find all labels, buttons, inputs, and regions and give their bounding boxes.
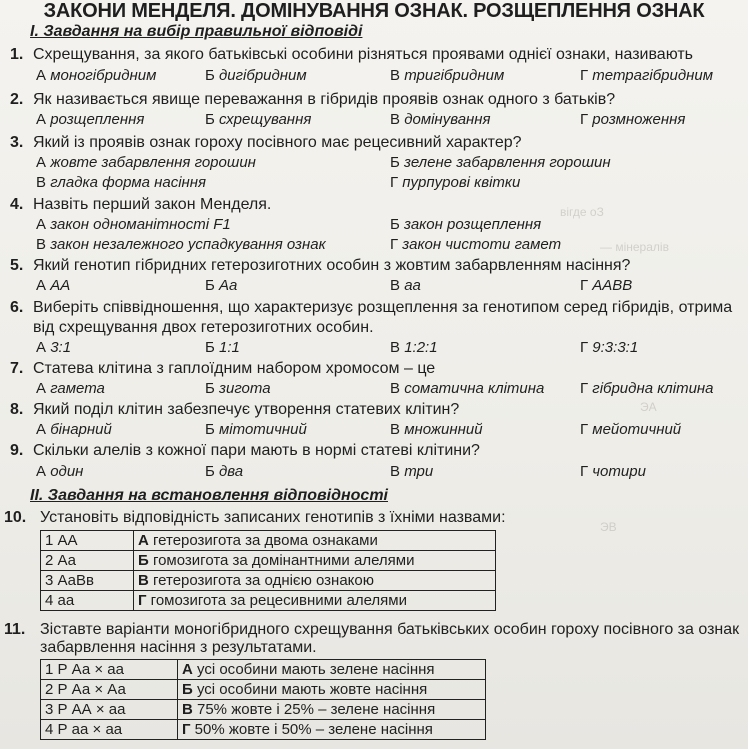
answer-text: гамета <box>50 380 105 397</box>
answer-option[interactable] <box>390 110 491 130</box>
answer-letter: А <box>36 67 51 84</box>
answer-option[interactable] <box>390 235 561 255</box>
question-text: Як називається явище переважання в гібридів проявів ознак одного з батьків? <box>33 91 616 108</box>
answer-option[interactable] <box>36 235 326 255</box>
genotype-cell: 1 Р Аа × аа <box>41 660 178 680</box>
question-text-continued: забарвлення насіння з результатами. <box>40 639 317 656</box>
answer-option[interactable] <box>390 276 421 296</box>
description-cell <box>178 680 486 700</box>
answer-text: бінарний <box>50 421 112 438</box>
answer-text: гібридна клітина <box>592 380 714 397</box>
question-number: 1. <box>10 46 24 63</box>
answer-text: 1:2:1 <box>404 339 438 356</box>
answer-letter: Б <box>390 216 405 233</box>
description-cell <box>134 591 496 611</box>
option-text: 50% жовте і 50% – зелене насіння <box>194 721 433 738</box>
answer-text: три <box>404 463 434 480</box>
option-letter: Г <box>138 592 151 609</box>
option-text: гомозигота за рецесивними алелями <box>150 592 407 609</box>
answer-text: мейотичний <box>592 421 682 438</box>
genotype-cell: 1 АА <box>41 531 134 551</box>
answer-option[interactable] <box>205 338 240 358</box>
answer-letter: В <box>390 380 405 397</box>
question-text: Схрещування, за якого батьківські особини різняться проявами однієї ознаки, називають <box>33 46 693 63</box>
answer-letter: В <box>36 236 51 253</box>
answer-text: АА <box>50 277 71 294</box>
answer-letter: А <box>36 111 51 128</box>
question-text: Виберіть співвідношення, що характеризує розщеплення за генотипом серед гібридів, отрима <box>33 299 733 316</box>
question-number: 4. <box>10 196 24 213</box>
answer-option[interactable] <box>36 338 71 358</box>
answer-letter: В <box>390 111 405 128</box>
question-text: Статева клітина з гаплоїдним набором хромосом – це <box>33 360 436 377</box>
answer-option[interactable] <box>205 66 307 86</box>
answer-letter: Г <box>580 339 593 356</box>
option-text: 75% жовте і 25% – зелене насіння <box>197 701 436 718</box>
section-2-heading: ІІ. Завдання на встановлення відповідності <box>30 487 388 504</box>
answer-text: пурпурові квітки <box>402 174 521 191</box>
question-text: Установіть відповідність записаних генотипів з їхніми назвами: <box>40 509 506 526</box>
description-cell <box>178 700 486 720</box>
genotype-cell: 4 Р аа × аа <box>41 720 178 740</box>
answer-option[interactable] <box>36 173 206 193</box>
answer-letter: Г <box>580 67 593 84</box>
answer-text: моногібридним <box>50 67 157 84</box>
option-letter: Б <box>182 681 197 698</box>
answer-option[interactable] <box>390 153 611 173</box>
question-text: Назвіть перший закон Менделя. <box>33 196 272 213</box>
genotype-cell: 2 Аа <box>41 551 134 571</box>
answer-letter: Б <box>390 154 405 171</box>
question-number: 8. <box>10 401 24 418</box>
answer-letter: В <box>390 463 405 480</box>
answer-letter: Г <box>580 380 593 397</box>
answer-letter: А <box>36 339 51 356</box>
description-cell <box>178 720 486 740</box>
answer-letter: Г <box>390 174 403 191</box>
question-number: 3. <box>10 134 24 151</box>
answer-option[interactable] <box>205 276 237 296</box>
answer-text: розмноження <box>592 111 686 128</box>
answer-text: мітотичний <box>219 421 307 438</box>
answer-text: аа <box>404 277 421 294</box>
answer-option[interactable] <box>390 462 433 482</box>
answer-option[interactable] <box>36 462 83 482</box>
answer-letter: Б <box>205 67 220 84</box>
section-1-heading: І. Завдання на вибір правильної відповіді <box>30 23 363 40</box>
answer-option[interactable] <box>36 153 256 173</box>
table-row <box>41 700 486 720</box>
answer-option[interactable] <box>580 379 714 399</box>
answer-option[interactable] <box>390 379 544 399</box>
answer-text: тетрагібридним <box>592 67 713 84</box>
answer-option[interactable] <box>36 215 231 235</box>
page-title: ЗАКОНИ МЕНДЕЛЯ. ДОМІНУВАННЯ ОЗНАК. РОЗЩЕПЛЕННЯ ОЗНАК <box>43 0 705 22</box>
answer-text: закон розщеплення <box>404 216 542 233</box>
answer-letter: А <box>36 216 51 233</box>
table-row <box>41 571 496 591</box>
answer-option[interactable] <box>390 173 520 193</box>
answer-letter: Б <box>205 111 220 128</box>
answer-text: домінування <box>404 111 491 128</box>
genotype-cell: 2 Р Аа × Аа <box>41 680 178 700</box>
answer-letter: А <box>36 421 51 438</box>
option-text: усі особини мають жовте насіння <box>196 681 428 698</box>
question-text: Який поділ клітин забезпечує утворення статевих клітин? <box>33 401 460 418</box>
answer-text: дигібридним <box>219 67 307 84</box>
answer-letter: А <box>36 277 51 294</box>
answer-text: множинний <box>404 421 483 438</box>
table-row <box>41 680 486 700</box>
answer-letter: А <box>36 154 51 171</box>
question-text: Зіставте варіанти моногібридного схрещування батьківських особин гороху посівного за ознак <box>40 621 740 638</box>
answer-text: Аа <box>219 277 238 294</box>
genotype-cell: 3 АаВв <box>41 571 134 591</box>
description-cell <box>178 660 486 680</box>
answer-option[interactable] <box>36 276 70 296</box>
question-number: 7. <box>10 360 24 377</box>
answer-option[interactable] <box>580 462 646 482</box>
answer-letter: А <box>36 463 51 480</box>
answer-option[interactable] <box>580 66 713 86</box>
option-letter: Б <box>138 552 153 569</box>
answer-text: соматична клітина <box>404 380 545 397</box>
option-text: усі особини мають зелене насіння <box>197 661 435 678</box>
answer-option[interactable] <box>390 338 438 358</box>
answer-option[interactable] <box>205 110 311 130</box>
answer-letter: В <box>390 67 405 84</box>
table-row <box>41 551 496 571</box>
answer-letter: Г <box>580 421 593 438</box>
table-row <box>41 531 496 551</box>
question-number: 6. <box>10 299 24 316</box>
answer-text: зелене забарвлення горошин <box>404 154 611 171</box>
option-text: гетерозигота за однією ознакою <box>153 572 375 589</box>
worksheet-page: вігде оЗ — мінералів ЭА ЭВ ЗАКОНИ МЕНДЕЛЯ. ДОМІНУВАННЯ ОЗНАК. РОЗЩЕПЛЕННЯ ОЗНАК І. Завдання на вибір правильної відповіді 1. Схрещування, за якого батьківські особини різняться проявами однієї ознаки, називають А моногібридним Б дигібридним В тригібридним Г тетрагібридним 2. Як називається явище переважання в гібридів проявів ознак одного з батьків? А розщеплення Б схрещування В домінування Г розмноження 3. Який із проявів ознак гороху посівного має рецесивний характер? А жовте забарвлення горошин Б зелене забарвлення горошин В гладка форма насіння Г пурпурові квітки 4. Назвіть перший закон Менделя. А закон одноманітності F1 Б закон розщеплення В закон незалежного успадкування ознак Г закон чистоти гамет 5. Який генотип гібридних гетерозиготних особин з жовтим забарвленням насіння? А АА Б Аа В аа Г ААВВ 6. Виберіть співвідношення, що характеризує розщеплення за генотипом серед гібридів, отрима від схрещування двох гетерозиготних особин. А 3:1 Б 1:1 В 1:2:1 Г 9:3:3:1 7. Статева клітина з гаплоїдним набором хромосом – це А гамета Б зигота В соматична клітина Г гібридна клітина 8. Який поділ клітин забезпечує утворення статевих клітин? А бінарний Б мітотичний В множинний Г мейотичний 9. Скільки алелів з кожної пари мають в нормі статеві клітини? А один Б два В три Г чотири ІІ. Завдання на встановлення відповідності 10. Установіть відповідність записаних генотипів з їхніми назвами: 1 АА А гетерозигота за двома ознаками 2 Аа Б гомозигота за домінантними алелями 3 АаВв В гетерозигота за однією ознакою 4 аа Г гомозигота за рецесивними алелями 11. Зіставте варіанти моногібридного схрещування батьківських особин гороху посівного за ознак забарвлення насіння з результатами. 1 Р Аа × аа А усі особини мають зелене насіння 2 Р Аа × Аа Б усі особини мають жовте насіння 3 Р АА × аа В 75% жовте і 25% – зелене насіння 4 Р аа × аа Г 50% жовте і 50% – зелене насіння <box>0 0 748 749</box>
description-cell <box>134 551 496 571</box>
answer-letter: Г <box>580 463 593 480</box>
answer-text: схрещування <box>219 111 312 128</box>
question-number: 11. <box>4 621 26 638</box>
question-text-continued: від схрещування двох гетерозиготних особин. <box>33 319 374 336</box>
answer-option[interactable] <box>390 215 541 235</box>
answer-option[interactable] <box>580 276 632 296</box>
answer-letter: Б <box>205 380 220 397</box>
answer-option[interactable] <box>36 420 112 440</box>
answer-letter: Г <box>580 111 593 128</box>
option-letter: В <box>182 701 197 718</box>
answer-letter: Б <box>205 339 220 356</box>
option-letter: Г <box>182 721 195 738</box>
answer-letter: Г <box>390 236 403 253</box>
description-cell <box>134 571 496 591</box>
table-row <box>41 591 496 611</box>
answer-text: гладка форма насіння <box>50 174 207 191</box>
question-text: Який із проявів ознак гороху посівного має рецесивний характер? <box>33 134 522 151</box>
table-row <box>41 660 486 680</box>
matching-table-11 <box>40 659 486 740</box>
answer-option[interactable] <box>390 420 483 440</box>
answer-text: зигота <box>219 380 271 397</box>
answer-letter: Б <box>205 463 220 480</box>
answer-letter: В <box>390 277 405 294</box>
table-row <box>41 720 486 740</box>
answer-letter: Б <box>205 421 220 438</box>
question-number: 2. <box>10 91 24 108</box>
answer-text: 3:1 <box>50 339 72 356</box>
answer-option[interactable] <box>36 66 156 86</box>
option-text: гомозигота за домінантними алелями <box>152 552 415 569</box>
option-letter: А <box>138 532 153 549</box>
answer-option[interactable] <box>36 379 105 399</box>
question-number: 10. <box>4 509 27 526</box>
answer-text: чотири <box>592 463 646 480</box>
answer-option[interactable] <box>580 110 685 130</box>
matching-table-10 <box>40 530 496 611</box>
answer-text: 1:1 <box>219 339 240 356</box>
answer-text: жовте забарвлення горошин <box>50 154 256 171</box>
answer-letter: Г <box>580 277 593 294</box>
genotype-cell: 3 Р АА × аа <box>41 700 178 720</box>
answer-option[interactable] <box>205 462 243 482</box>
question-text: Скільки алелів з кожної пари мають в нормі статеві клітини? <box>33 442 480 459</box>
description-cell <box>134 531 496 551</box>
answer-letter: В <box>390 421 405 438</box>
answer-option[interactable] <box>580 420 681 440</box>
answer-option[interactable] <box>205 379 271 399</box>
answer-text: розщеплення <box>50 111 145 128</box>
question-text: Який генотип гібридних гетерозиготних особин з жовтим забарвленням насіння? <box>33 257 631 274</box>
option-text: гетерозигота за двома ознаками <box>153 532 378 549</box>
question-number: 9. <box>10 442 24 459</box>
genotype-cell: 4 аа <box>41 591 134 611</box>
answer-letter: В <box>36 174 51 191</box>
answer-text: ААВВ <box>592 277 633 294</box>
answer-text: закон незалежного успадкування ознак <box>50 236 326 253</box>
answer-option[interactable] <box>390 66 504 86</box>
answer-letter: А <box>36 380 51 397</box>
answer-text: закон одноманітності F1 <box>50 216 231 233</box>
answer-letter: Б <box>205 277 220 294</box>
answer-text: два <box>219 463 244 480</box>
answer-text: один <box>50 463 84 480</box>
answer-text: тригібридним <box>404 67 505 84</box>
question-number: 5. <box>10 257 24 274</box>
answer-option[interactable] <box>580 338 638 358</box>
answer-option[interactable] <box>205 420 307 440</box>
option-letter: А <box>182 661 197 678</box>
answer-text: закон чистоти гамет <box>402 236 562 253</box>
answer-option[interactable] <box>36 110 144 130</box>
answer-text: 9:3:3:1 <box>592 339 639 356</box>
option-letter: В <box>138 572 153 589</box>
answer-letter: В <box>390 339 405 356</box>
